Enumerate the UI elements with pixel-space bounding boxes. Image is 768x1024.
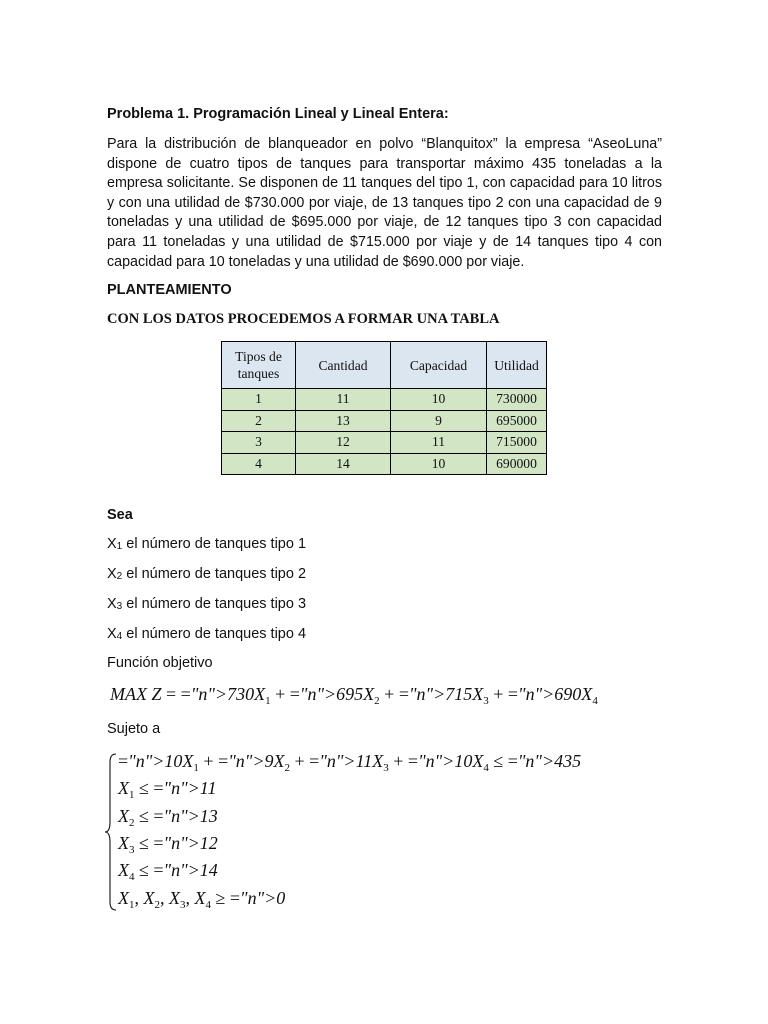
table-cell: 1 xyxy=(222,389,296,411)
table-header-cell: Tipos de tanques xyxy=(222,342,296,389)
problem-statement: Para la distribución de blanqueador en polvo “Blanquitox” la empresa “AseoLuna” dispone de cuatro tipos de tanques para transportar máximo 435 toneladas a la empresa solicitante. Se disponen de 11 tanques del tipo 1, con capacidad para 10 litros y con una utilidad de $730.000 por viaje, de 13 tanques tipo 2 con una capacidad de 9 toneladas y una utilidad de $695.000 por viaje, de 12 tanques tipo 3 con capacidad para 11 toneladas y una utilidad de $715.000 por viaje y de 14 tanques tipo 4 con capacidad para 10 toneladas y una utilidad de $690.000 por viaje. xyxy=(107,136,662,270)
variable-subscript: 2 xyxy=(116,571,123,582)
constraint-brace-icon xyxy=(104,752,118,912)
table-cell: 690000 xyxy=(487,453,547,475)
table-cell: 715000 xyxy=(487,432,547,454)
constraint-x4: $X_4$ ≤ ="n">14 xyxy=(118,860,218,883)
constraint-capacity: $="n">10X_1$ + $="n">9X_2$ + $="n">11X_3$ + $="n">10X_4$ ≤ ="n">435 xyxy=(118,751,582,774)
table-header-cell: Cantidad xyxy=(296,342,391,389)
constraint-x1: $X_1$ ≤ ="n">11 xyxy=(118,778,217,801)
table-cell: 10 xyxy=(391,453,487,475)
variable-subscript: 1 xyxy=(116,541,123,552)
constraint-nonnegativity: $X_1$, $X_2$, $X_3$, $X_4$ ≥ ="n">0 xyxy=(118,888,286,911)
variable-symbol: X xyxy=(107,566,117,582)
table-cell: 4 xyxy=(222,453,296,475)
table-row xyxy=(222,453,547,475)
variable-symbol: X xyxy=(107,596,117,612)
table-header-row xyxy=(222,342,547,389)
variable-description: el número de tanques tipo 4 xyxy=(122,626,307,642)
table-row xyxy=(222,389,547,411)
tank-data-table xyxy=(221,341,547,475)
table-cell: 695000 xyxy=(487,410,547,432)
table-cell: 13 xyxy=(296,410,391,432)
variable-definition xyxy=(107,626,306,642)
constraint-x3: $X_3$ ≤ ="n">12 xyxy=(118,833,218,856)
variable-definition xyxy=(107,596,306,612)
variable-symbol: X xyxy=(107,626,117,642)
sea-label: Sea xyxy=(107,507,133,523)
variable-subscript: 3 xyxy=(116,601,123,612)
variable-description: el número de tanques tipo 3 xyxy=(122,596,307,612)
variable-definition xyxy=(107,566,306,582)
table-row xyxy=(222,432,547,454)
table-cell: 11 xyxy=(391,432,487,454)
variable-description: el número de tanques tipo 1 xyxy=(122,536,307,552)
objective-function-label: Función objetivo xyxy=(107,655,213,671)
table-cell: 12 xyxy=(296,432,391,454)
variable-definition xyxy=(107,536,306,552)
table-cell: 3 xyxy=(222,432,296,454)
table-cell: 11 xyxy=(296,389,391,411)
variable-symbol: X xyxy=(107,536,117,552)
table-cell: 9 xyxy=(391,410,487,432)
subject-to-label: Sujeto a xyxy=(107,721,161,737)
variable-subscript: 4 xyxy=(116,631,123,642)
table-header-cell: Capacidad xyxy=(391,342,487,389)
table-cell: 14 xyxy=(296,453,391,475)
table-cell: 10 xyxy=(391,389,487,411)
table-cell: 2 xyxy=(222,410,296,432)
planteamiento-heading: PLANTEAMIENTO xyxy=(107,282,232,298)
variable-description: el número de tanques tipo 2 xyxy=(122,566,307,582)
objective-function-equation: MAX $Z = ="n">730X_1$ + $="n">695X_2$ + $="n">715X_3$ + $="n">690X_4$ xyxy=(110,684,598,707)
table-header-cell: Utilidad xyxy=(487,342,547,389)
constraint-x2: $X_2$ ≤ ="n">13 xyxy=(118,806,218,829)
problem-heading: Problema 1. Programación Lineal y Lineal Entera: xyxy=(107,106,449,122)
table-cell: 730000 xyxy=(487,389,547,411)
table-intro-heading: CON LOS DATOS PROCEDEMOS A FORMAR UNA TABLA xyxy=(107,311,500,327)
table-row xyxy=(222,410,547,432)
